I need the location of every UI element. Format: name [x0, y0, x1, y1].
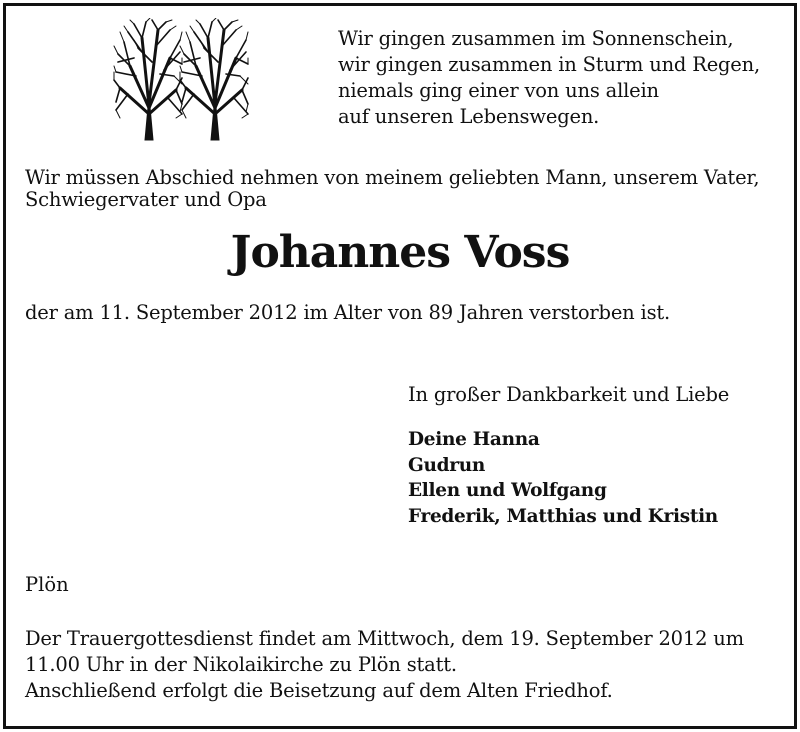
poem-line: niemals ging einer von uns allein	[338, 79, 659, 102]
service-info	[25, 626, 785, 704]
death-notice: der am 11. September 2012 im Alter von 89 Jahren verstorben ist.	[25, 301, 671, 324]
mourner-name: Frederik, Matthias und Kristin	[408, 505, 718, 527]
mourner-name: Ellen und Wolfgang	[408, 480, 607, 501]
deceased-name: Johannes Voss	[230, 227, 570, 278]
poem-line: wir gingen zusammen in Sturm und Regen,	[338, 53, 761, 76]
place-name: Plön	[25, 573, 69, 596]
service-line: Anschließend erfolgt die Beisetzung auf dem Alten Friedhof.	[25, 679, 613, 702]
two-bare-trees-icon	[112, 18, 252, 142]
mourner-name: Gudrun	[408, 454, 486, 476]
service-line: Der Trauergottesdienst findet am Mittwoch, dem 19. September 2012 um	[25, 627, 744, 650]
poem-line: Wir gingen zusammen im Sonnenschein,	[338, 27, 734, 50]
mourner-name: Deine Hanna	[408, 429, 540, 450]
thanks-line: In großer Dankbarkeit und Liebe	[408, 383, 730, 406]
mourners-list	[408, 427, 788, 529]
intro-text: Wir müssen Abschied nehmen von meinem geliebten Mann, unserem Vater, Schwiegervater und Opa	[25, 166, 760, 211]
poem-line: auf unseren Lebenswegen.	[338, 105, 600, 128]
poem	[338, 26, 788, 130]
service-line: 11.00 Uhr in der Nikolaikirche zu Plön statt.	[25, 653, 457, 676]
